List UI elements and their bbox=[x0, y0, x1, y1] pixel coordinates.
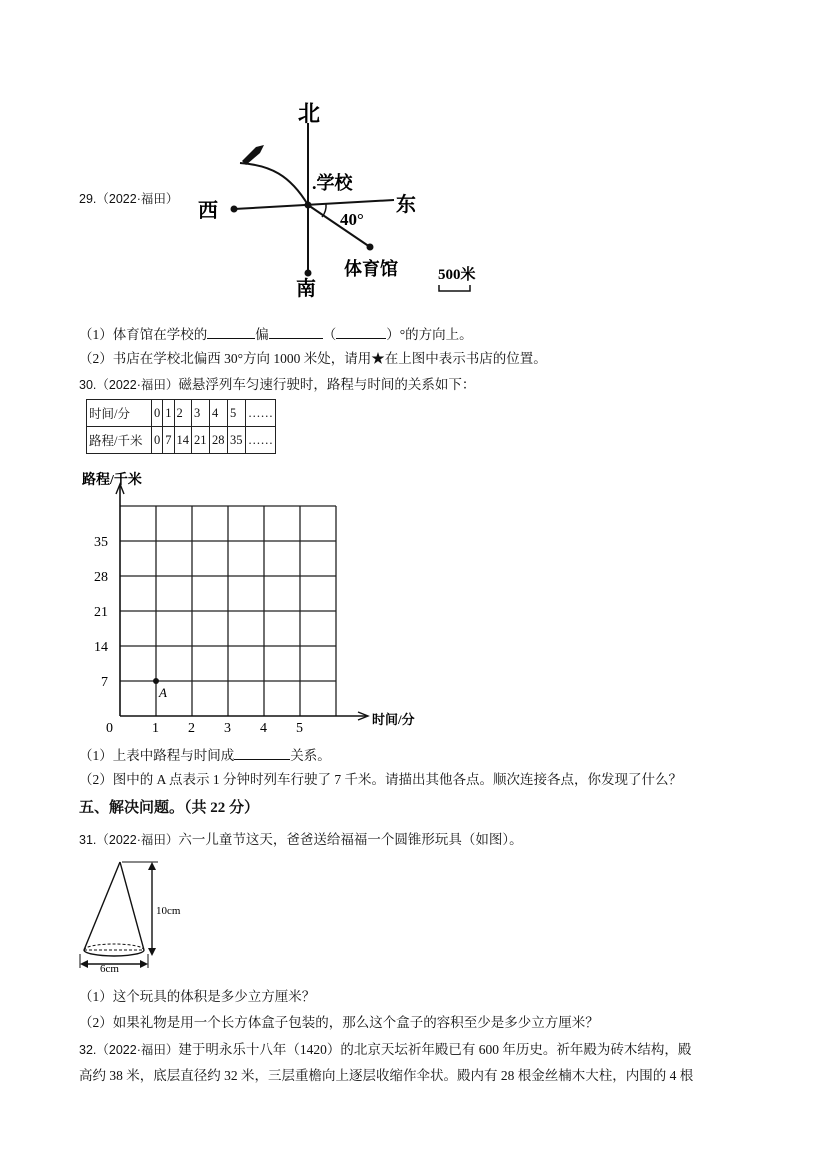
x-tick-label: 3 bbox=[224, 721, 231, 736]
scale-label: 500米 bbox=[438, 267, 476, 283]
gym-label: 体育馆 bbox=[344, 259, 398, 279]
distance-time-table bbox=[86, 399, 276, 454]
east-label: 东 bbox=[396, 194, 416, 216]
answer-blank-1[interactable] bbox=[207, 324, 255, 339]
answer-blank-2[interactable] bbox=[269, 324, 323, 339]
cone-base-back bbox=[84, 944, 144, 950]
question-number: 29. bbox=[79, 192, 97, 206]
height-label: 10cm bbox=[156, 905, 181, 917]
q31-part2: （2）如果礼物是用一个长方体盒子包装的，那么这个盒子的容积至少是多少立方厘米？ bbox=[79, 1015, 599, 1030]
north-label: 北 bbox=[298, 101, 321, 126]
table-row: 路程/千米 0 7 14 21 28 35 …… bbox=[87, 427, 276, 454]
section-title: 五、解决问题。（共 22 分） bbox=[79, 800, 260, 816]
q30-heading: 30.（2022·福田）磁悬浮列车匀速行驶时，路程与时间的关系如下： bbox=[79, 377, 476, 392]
q29-heading bbox=[79, 190, 178, 208]
y-tick-label: 35 bbox=[94, 535, 108, 550]
cone-left-edge bbox=[84, 862, 120, 950]
west-dot bbox=[231, 206, 238, 213]
answer-blank-3[interactable] bbox=[336, 324, 386, 339]
angle-label: 40° bbox=[340, 210, 364, 229]
y-axis-label: 路程/千米 bbox=[82, 473, 142, 488]
scale-bar bbox=[439, 285, 470, 291]
x-tick-label: 2 bbox=[188, 721, 195, 736]
q30-part1: （1）上表中路程与时间成 关系。 bbox=[79, 745, 331, 765]
y-tick-label: 7 bbox=[101, 675, 108, 690]
x-tick-label: 1 bbox=[152, 721, 159, 736]
data-point bbox=[153, 678, 159, 684]
south-label: 南 bbox=[296, 278, 316, 300]
cone-diagram bbox=[78, 858, 198, 976]
q32-line1: 32.（2022·福田）建于明永乐十八年（1420）的北京天坛祈年殿已有 600 年历史。祈年殿为砖木结构，殿 bbox=[79, 1042, 692, 1057]
distance-time-chart bbox=[80, 468, 420, 736]
y-tick-label: 14 bbox=[94, 640, 108, 655]
west-east-axis bbox=[234, 200, 394, 209]
x-tick-label: 5 bbox=[296, 721, 303, 736]
cone-right-edge bbox=[120, 862, 144, 950]
question-source: （2022·福田） bbox=[96, 192, 179, 206]
y-tick-label: 21 bbox=[94, 605, 108, 620]
diameter-label: 6cm bbox=[100, 963, 119, 975]
angle-arc bbox=[322, 204, 326, 217]
answer-blank-4[interactable] bbox=[234, 745, 290, 760]
compass-diagram bbox=[190, 95, 500, 305]
data-point-label: A bbox=[159, 685, 167, 700]
x-tick-label: 4 bbox=[260, 721, 267, 736]
gym-dot bbox=[367, 244, 374, 251]
pen-icon bbox=[242, 145, 264, 165]
q32-line2: 高约 38 米，底层直径约 32 米，三层重檐向上逐层收缩作伞状。殿内有 28 根金丝楠木大柱，内围的 4 根 bbox=[79, 1068, 694, 1083]
road-curve bbox=[240, 163, 308, 205]
table-row: 时间/分 0 1 2 3 4 5 …… bbox=[87, 400, 276, 427]
y-tick-label: 28 bbox=[94, 570, 108, 585]
school-label: .学校 bbox=[312, 173, 353, 193]
q31-part1: （1）这个玩具的体积是多少立方厘米？ bbox=[79, 989, 316, 1004]
q29-part2: （2）书店在学校北偏西 30°方向 1000 米处，请用★在上图中表示书店的位置。 bbox=[79, 351, 547, 366]
south-dot bbox=[305, 270, 312, 277]
west-label: 西 bbox=[198, 200, 218, 222]
cone-base-front bbox=[84, 950, 144, 956]
q29-part1: （1）体育馆在学校的 偏 （ ）°的方向上。 bbox=[79, 324, 473, 344]
x-axis-label: 时间/分 bbox=[372, 712, 415, 727]
q30-part2: （2）图中的 A 点表示 1 分钟时列车行驶了 7 千米。请描出其他各点。顺次连接各点，你发现了什么？ bbox=[79, 772, 683, 787]
x-tick-label: 0 bbox=[106, 721, 113, 736]
q31-heading: 31.（2022·福田）六一儿童节这天，爸爸送给福福一个圆锥形玩具（如图）。 bbox=[79, 832, 523, 847]
